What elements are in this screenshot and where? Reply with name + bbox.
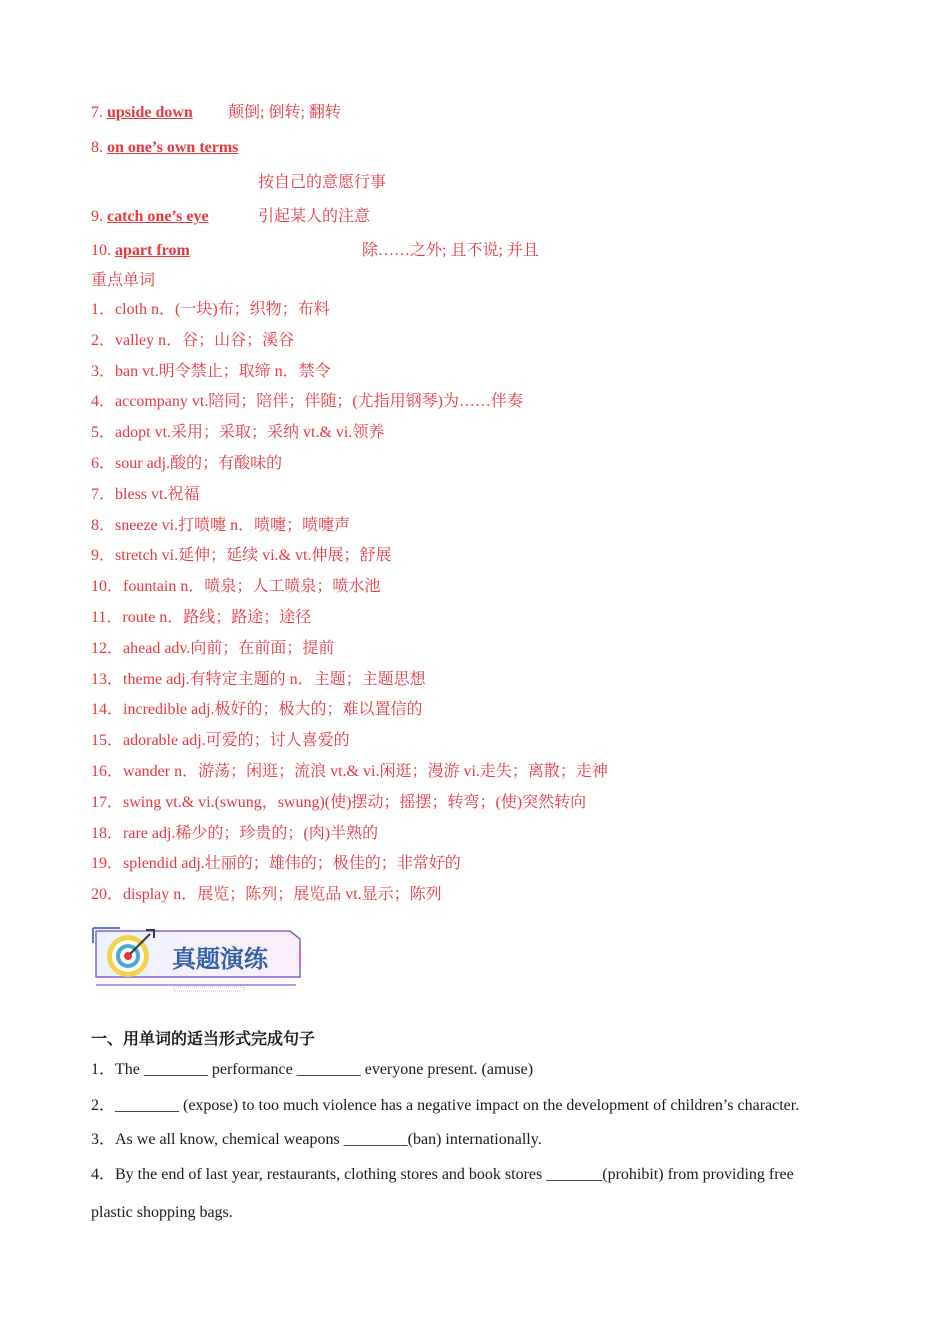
word-text: bless vt.祝福 xyxy=(115,485,200,503)
word-text: splendid adj.壮丽的；雄伟的；极佳的；非常好的 xyxy=(123,855,461,873)
question-line: 3．As we all know, chemical weapons ________(ban) internationally. xyxy=(91,1131,542,1148)
word-text: adorable adj.可爱的；讨人喜爱的 xyxy=(123,732,350,750)
question-line: 2．________ (expose) to too much violence has a negative impact on the development of children’s character. xyxy=(91,1097,800,1114)
phrase-text: on one’s own terms xyxy=(107,139,239,156)
word-item xyxy=(91,577,380,597)
word-item xyxy=(91,300,330,320)
word-text: display n．展览；陈列；展览品 vt.显示；陈列 xyxy=(123,886,442,904)
word-number: 14． xyxy=(91,701,124,719)
word-item xyxy=(91,731,350,751)
word-item xyxy=(91,362,331,382)
word-item xyxy=(91,454,282,474)
banner-hatch xyxy=(174,987,244,991)
word-number: 16． xyxy=(91,763,124,780)
word-text: swing vt.& vi.(swung，swung)(使)摆动；摇摆；转弯；(使)突然转向 xyxy=(123,793,587,811)
word-text: theme adj.有特定主题的 n．主题；主题思想 xyxy=(123,670,426,688)
word-number: 19． xyxy=(91,855,124,873)
word-text: valley n．谷；山谷；溪谷 xyxy=(115,331,295,349)
phrase-9-meaning: 引起某人的注意 xyxy=(258,208,371,225)
phrase-text: catch one’s eye xyxy=(107,208,209,225)
exercise-title: 一、用单词的适当形式完成句子 xyxy=(91,1029,316,1048)
word-text: wander n．游荡；闲逛；流浪 vt.& vi.闲逛；漫游 vi.走失；离散；走神 xyxy=(123,763,608,780)
question-line: 1．The ________ performance ________ everyone present. (amuse) xyxy=(91,1061,534,1078)
phrase-9: 9. catch one’s eye xyxy=(91,208,209,225)
word-number: 8． xyxy=(91,516,116,534)
banner-title: 真题演练 xyxy=(172,945,268,973)
word-text: incredible adj.极好的；极大的；难以置信的 xyxy=(123,701,423,719)
phrase-text: upside down xyxy=(107,104,193,121)
word-text: sour adj.酸的；有酸味的 xyxy=(115,455,283,472)
word-number: 10． xyxy=(91,578,124,596)
word-item xyxy=(91,331,294,351)
word-number: 2． xyxy=(91,331,116,349)
word-text: sneeze vi.打喷嚏 n．喷嚏；喷嚏声 xyxy=(115,516,351,534)
word-number: 5． xyxy=(91,424,116,442)
word-text: adopt vt.采用；采取；采纳 vt.& vi.领养 xyxy=(115,424,385,442)
question-line: plastic shopping bags. xyxy=(91,1204,233,1221)
word-item xyxy=(91,516,350,536)
word-item xyxy=(91,485,199,505)
word-number: 6． xyxy=(91,455,116,472)
word-item xyxy=(91,762,608,782)
word-item xyxy=(91,546,391,566)
word-text: ahead adv.向前；在前面；提前 xyxy=(123,639,335,657)
word-item xyxy=(91,885,442,905)
word-number: 17． xyxy=(91,793,124,811)
word-number: 3． xyxy=(91,362,116,380)
word-text: stretch vi.延伸；延续 vi.& vt.伸展；舒展 xyxy=(115,547,392,565)
phrase-8-meaning: 按自己的意愿行事 xyxy=(258,174,387,191)
word-number: 9． xyxy=(91,547,116,565)
word-number: 15． xyxy=(91,732,124,750)
word-number: 13． xyxy=(91,670,124,688)
words-heading: 重点单词 xyxy=(91,272,156,289)
phrase-8: 8. on one’s own terms xyxy=(91,139,239,156)
word-item xyxy=(91,824,378,844)
word-item xyxy=(91,670,426,690)
word-item xyxy=(91,854,461,874)
section-banner xyxy=(90,925,306,993)
word-text: rare adj.稀少的；珍贵的；(肉)半熟的 xyxy=(123,824,379,842)
word-text: route n．路线；路途；途径 xyxy=(122,609,312,626)
word-item xyxy=(91,392,523,412)
word-number: 4． xyxy=(91,393,116,411)
word-item xyxy=(91,608,311,628)
word-number: 12． xyxy=(91,639,124,657)
word-text: accompany vt.陪同；陪伴；伴随；(尤指用钢琴)为……伴奏 xyxy=(115,393,523,411)
word-item xyxy=(91,423,384,443)
phrase-7-meaning: 颠倒; 倒转; 翻转 xyxy=(228,104,341,121)
phrase-text: apart from xyxy=(115,242,190,259)
word-text: ban vt.明令禁止；取缔 n．禁令 xyxy=(115,362,331,380)
word-number: 1． xyxy=(91,301,116,318)
word-item xyxy=(91,639,334,659)
word-text: fountain n．喷泉；人工喷泉；喷水池 xyxy=(123,578,381,596)
phrase-7: 7. upside down xyxy=(91,104,193,121)
word-number: 18． xyxy=(91,824,124,842)
question-line: 4．By the end of last year, restaurants, clothing stores and book stores _______(prohibit) from providing free xyxy=(91,1166,794,1183)
phrase-10: 10. apart from xyxy=(91,242,190,259)
word-number: 20． xyxy=(91,886,124,904)
word-text: cloth n．(一块)布；织物；布料 xyxy=(115,301,330,318)
word-item xyxy=(91,700,423,720)
word-number: 7． xyxy=(91,485,116,503)
word-item xyxy=(91,793,586,813)
phrase-10-meaning: 除……之外; 且不说; 并且 xyxy=(362,242,539,259)
word-number: 11． xyxy=(91,609,123,626)
